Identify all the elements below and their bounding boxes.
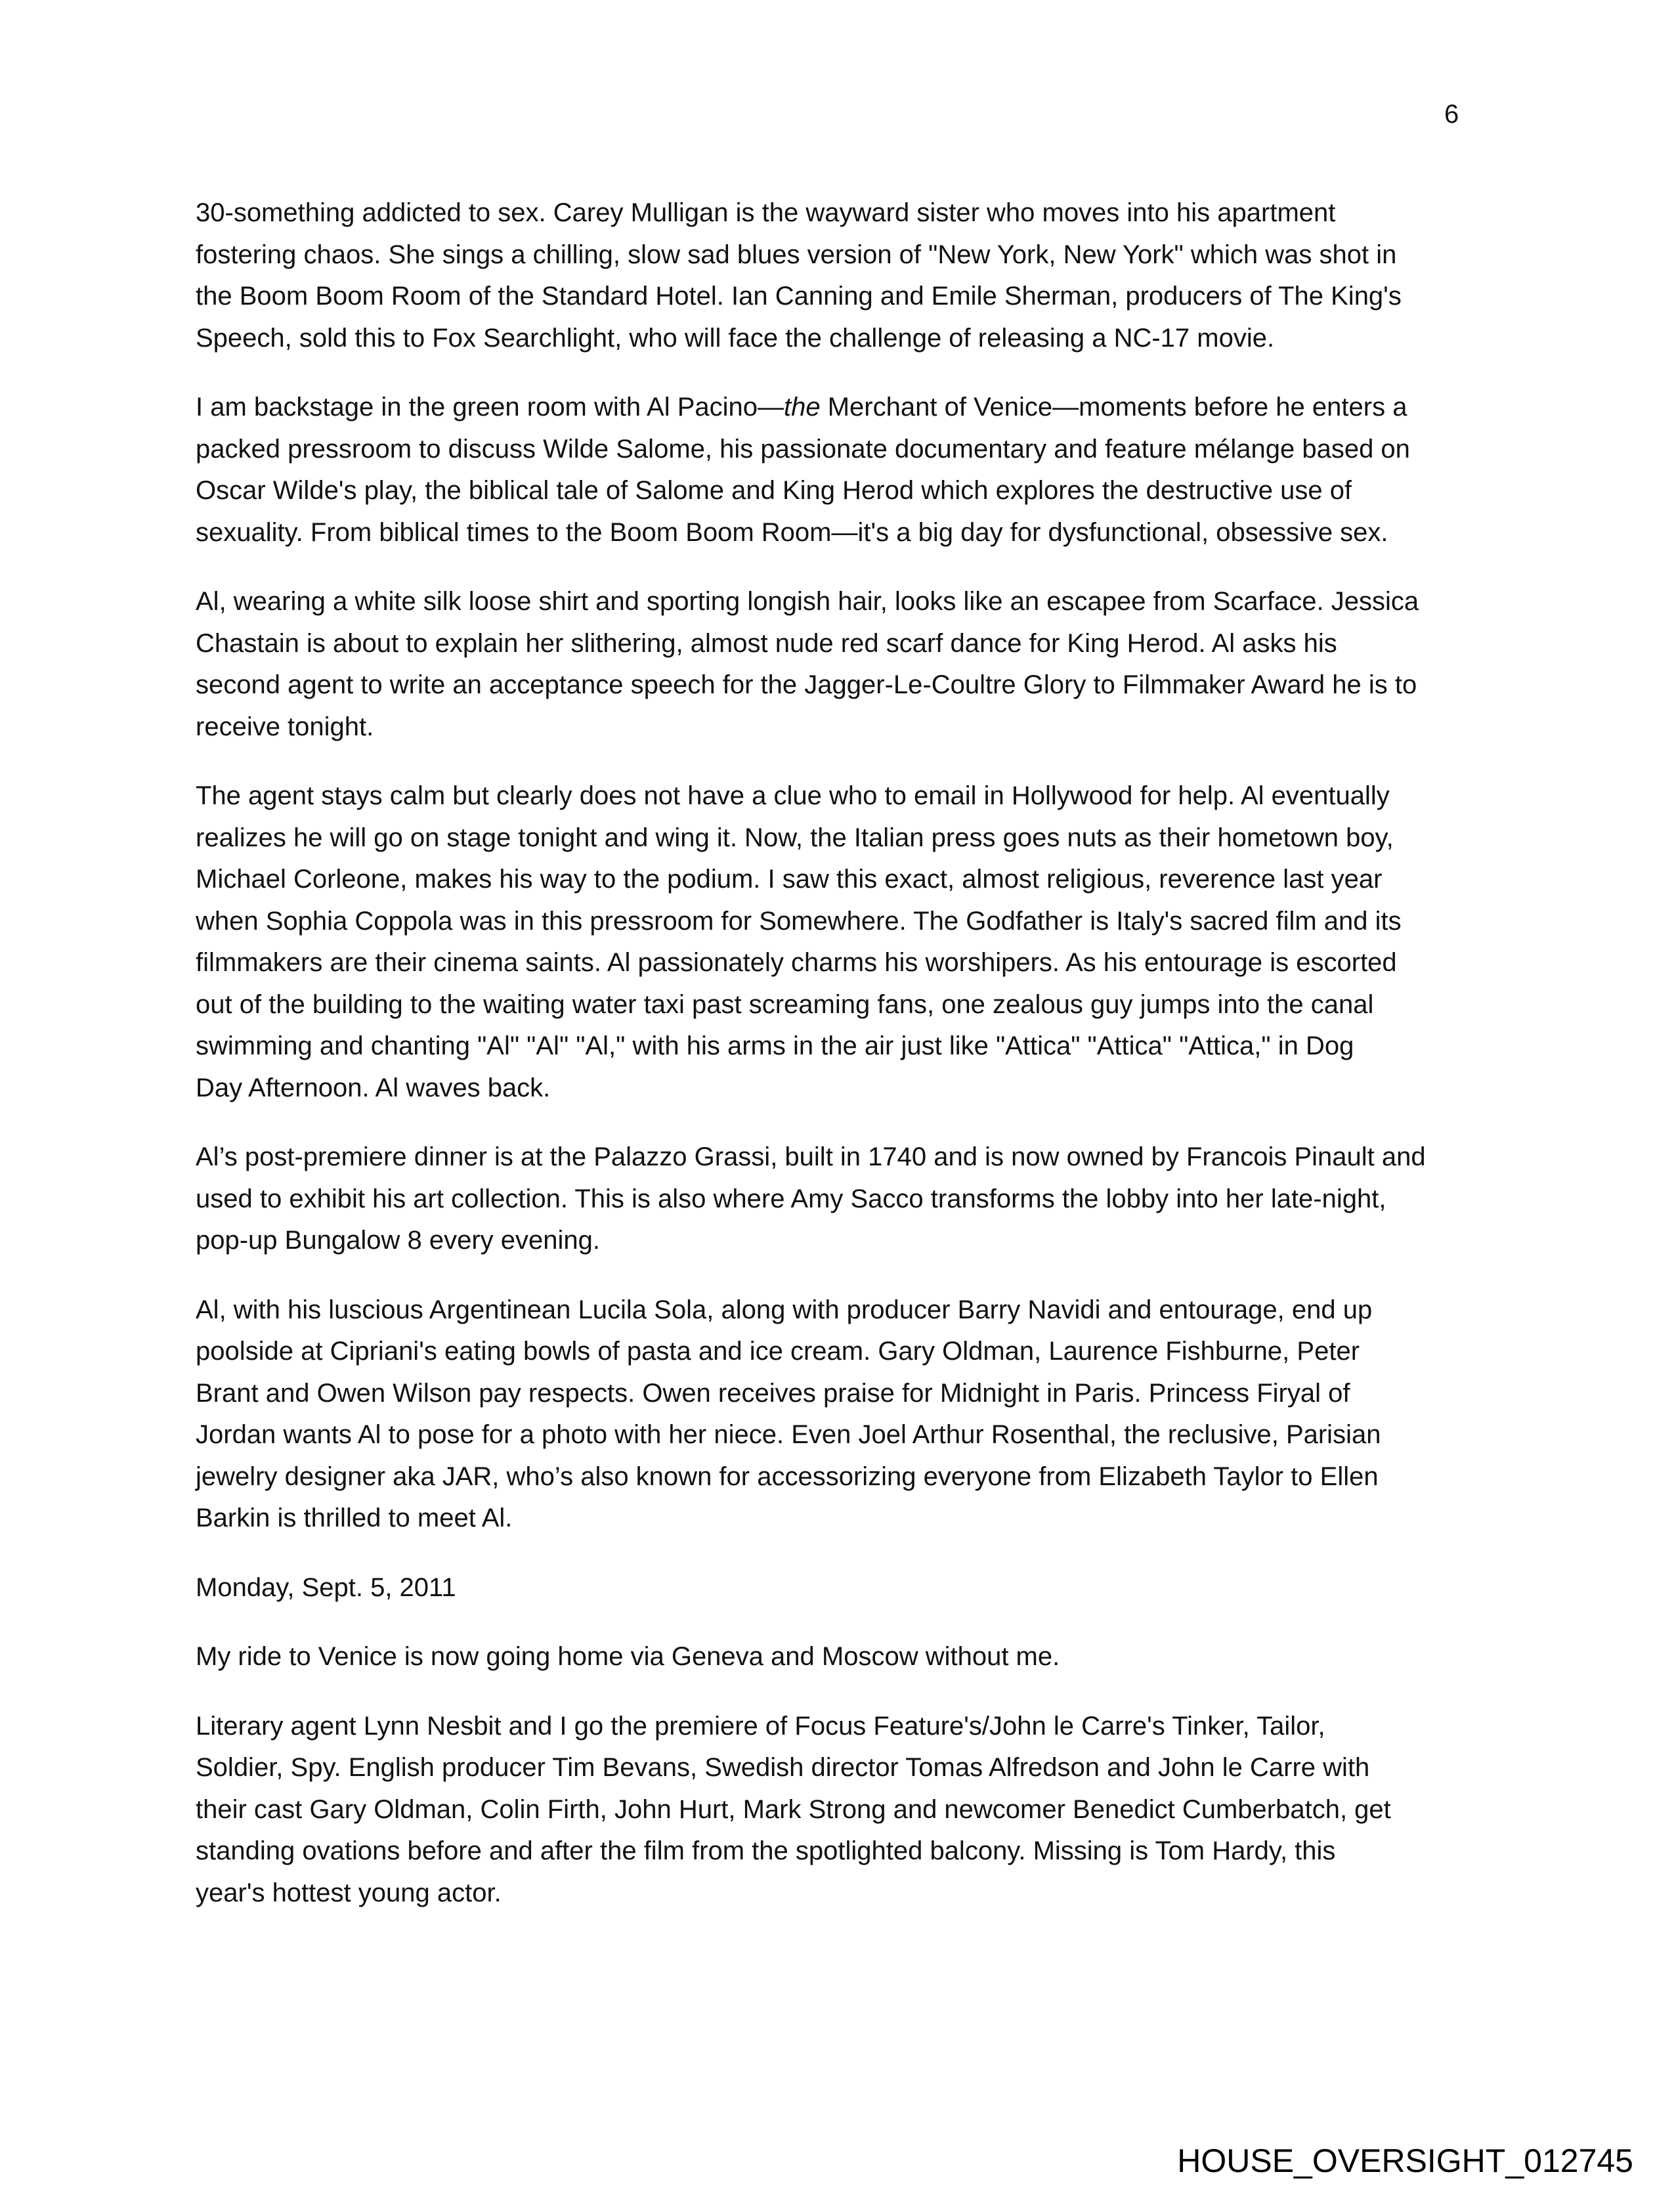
text-line: Soldier, Spy. English producer Tim Bevans, Swedish director Tomas Alfredson and John le Carre with [196,1753,1370,1782]
text-line: the Boom Boom Room of the Standard Hotel. Ian Canning and Emile Sherman, producers of The King's [196,282,1402,311]
text-line: pop-up Bungalow 8 every evening. [196,1226,600,1255]
text-line: standing ovations before and after the film from the spotlighted balcony. Missing is Tom Hardy, this [196,1836,1336,1865]
text-line: packed pressroom to discuss Wilde Salome, his passionate documentary and feature mélange based on [196,434,1410,464]
text-line: fostering chaos. She sings a chilling, slow sad blues version of "New York, New York" which was shot in [196,240,1397,269]
text-line: The agent stays calm but clearly does not have a clue who to email in Hollywood for help. Al eventually [196,781,1390,810]
text-line: used to exhibit his art collection. This is also where Amy Sacco transforms the lobby into her late-night, [196,1184,1386,1213]
text-line: Al’s post-premiere dinner is at the Palazzo Grassi, built in 1740 and is now owned by Francois Pinault and [196,1142,1426,1171]
text-line: when Sophia Coppola was in this pressroom for Somewhere. The Godfather is Italy's sacred film and its [196,906,1402,936]
paragraph [196,387,1482,553]
text-line: Speech, sold this to Fox Searchlight, who will face the challenge of releasing a NC-17 movie. [196,323,1275,353]
text-line: second agent to write an acceptance speech for the Jagger-Le-Coultre Glory to Filmmaker Award he is to [196,670,1417,699]
text-line: 30-something addicted to sex. Carey Mulligan is the wayward sister who moves into his apartment [196,198,1336,227]
paragraph [196,192,1482,359]
paragraph [196,1137,1482,1262]
text-line: out of the building to the waiting water taxi past screaming fans, one zealous guy jumps into the canal [196,989,1374,1019]
text-line: filmmakers are their cinema saints. Al passionately charms his worshipers. As his entourage is escorted [196,948,1397,977]
text-line: Day Afternoon. Al waves back. [196,1073,551,1102]
italic-text: the [784,393,821,422]
text-line: Michael Corleone, makes his way to the podium. I saw this exact, almost religious, reverence last year [196,865,1383,894]
text-line: Jordan wants Al to pose for a photo with her niece. Even Joel Arthur Rosenthal, the reclusive, Parisian [196,1420,1381,1449]
text-line: jewelry designer aka JAR, who’s also known for accessorizing everyone from Elizabeth Taylor to Ellen [196,1462,1379,1491]
text-line: sexuality. From biblical times to the Boom Boom Room—it's a big day for dysfunctional, obsessive sex. [196,517,1388,547]
text-line: Al, with his luscious Argentinean Lucila Sola, along with producer Barry Navidi and entourage, end up [196,1295,1373,1324]
text-line: Chastain is about to explain her slithering, almost nude red scarf dance for King Herod. Al asks his [196,628,1337,658]
text-segment: I am backstage in the green room with Al Pacino— [196,393,784,422]
text-line: poolside at Cipriani's eating bowls of pasta and ice cream. Gary Oldman, Laurence Fishburne, Peter [196,1337,1360,1366]
page-number: 6 [1444,100,1459,129]
text-segment: Merchant of Venice—moments before he enters a [820,393,1407,422]
paragraph [196,1290,1482,1540]
text-line: Monday, Sept. 5, 2011 [196,1572,456,1602]
text-line: realizes he will go on stage tonight and wing it. Now, the Italian press goes nuts as their hometown boy, [196,823,1394,852]
text-line: Al, wearing a white silk loose shirt and sporting longish hair, looks like an escapee from Scarface. Jessica [196,587,1419,616]
paragraph [196,581,1482,748]
text-line [196,387,1482,429]
paragraph [196,1567,1482,1609]
text-line: their cast Gary Oldman, Colin Firth, John Hurt, Mark Strong and newcomer Benedict Cumberbatch, get [196,1794,1391,1824]
paragraph [196,775,1482,1109]
paragraph [196,1706,1482,1915]
text-line: receive tonight. [196,712,374,741]
text-line: year's hottest young actor. [196,1878,502,1907]
text-line: Brant and Owen Wilson pay respects. Owen receives praise for Midnight in Paris. Princess Firyal of [196,1378,1350,1408]
text-line: Oscar Wilde's play, the biblical tale of Salome and King Herod which explores the destructive use of [196,476,1352,505]
text-line: My ride to Venice is now going home via Geneva and Moscow without me. [196,1642,1060,1671]
bates-stamp: HOUSE_OVERSIGHT_012745 [1177,2142,1633,2179]
document-body [196,192,1482,1941]
text-line: Barkin is thrilled to meet Al. [196,1504,513,1532]
text-line: swimming and chanting "Al" "Al" "Al," with his arms in the air just like "Attica" "Attica" "Attica," in Dog [196,1031,1354,1060]
paragraph [196,1636,1482,1678]
text-line: Literary agent Lynn Nesbit and I go the premiere of Focus Feature's/John le Carre's Tinker, Tailor, [196,1711,1325,1741]
